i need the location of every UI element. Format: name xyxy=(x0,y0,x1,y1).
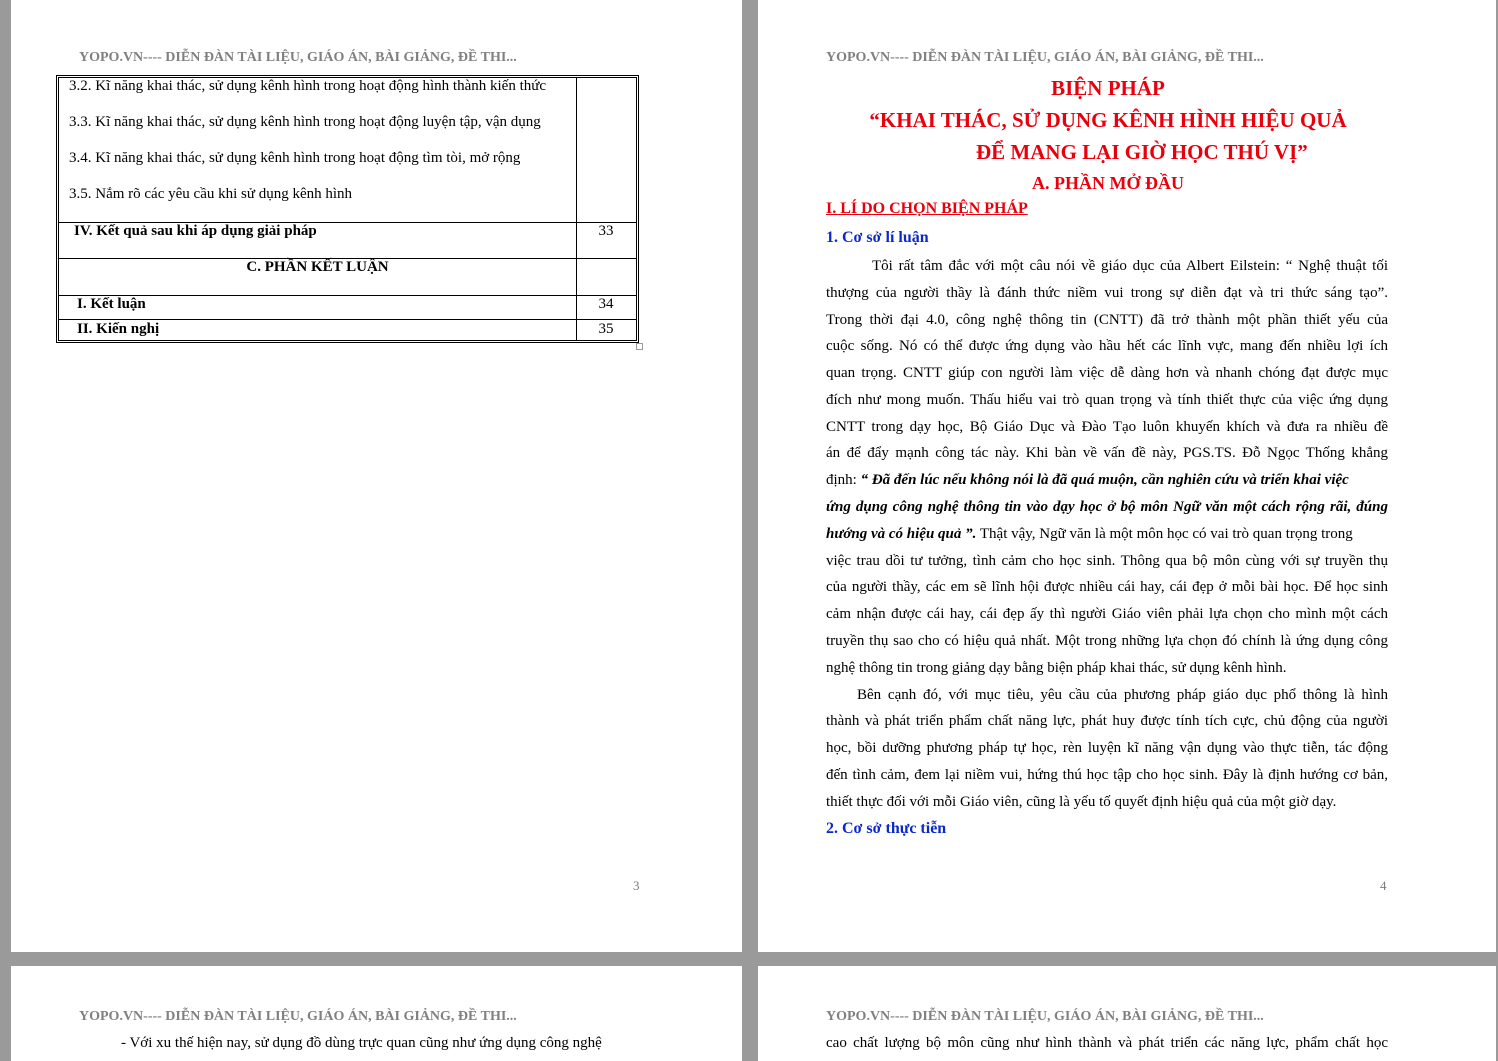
page-4 xyxy=(758,0,1496,952)
paragraph-line xyxy=(826,471,1349,489)
page-number: 3 xyxy=(633,878,640,893)
doc-title-1: BIỆN PHÁP xyxy=(1051,76,1165,100)
doc-title-3: ĐỂ MANG LẠI GIỜ HỌC THÚ VỊ” xyxy=(976,140,1308,164)
paragraph-line: thượng của người thầy là đánh thức niềm vui trong sự diễn đạt và tri thức sáng tạo”. xyxy=(826,285,1388,301)
subsection-1-heading: 1. Cơ sở lí luận xyxy=(826,229,929,246)
paragraph-line: cao chất lượng bộ môn cũng như hình thành và phát triển các năng lực, phẩm chất học xyxy=(826,1035,1388,1051)
page-3 xyxy=(11,0,742,952)
page-header: YOPO.VN---- DIỄN ĐÀN TÀI LIỆU, GIÁO ÁN, BÀI GIẢNG, ĐỀ THI... xyxy=(826,50,1264,65)
toc-item[interactable]: 3.5. Nắm rõ các yêu cầu khi sử dụng kênh hình xyxy=(69,186,353,202)
paragraph-line: thiết thực đối với mỗi Giáo viên, cũng là yếu tố quyết định hiệu quả của một giờ dạy. xyxy=(826,794,1337,810)
paragraph-line: CNTT trong dạy học, Bộ Giáo Dục và Đào Tạo luôn khuyến khích và đưa ra nhiều đề xyxy=(826,419,1388,435)
toc-item-results[interactable]: IV. Kết quả sau khi áp dụng giải pháp xyxy=(74,223,317,239)
paragraph-line: của người thầy, các em sẽ lĩnh hội được nhiều cái hay, cái đẹp ở mỗi bài học. Để học sinh xyxy=(826,579,1388,595)
paragraph-line: thành và phát triển phẩm chất năng lực, phát huy được tính tích cực, chủ động của người xyxy=(826,713,1388,729)
paragraph-line: học, bồi dưỡng phương pháp tự học, rèn luyện kĩ năng vận dụng vào thực tiễn, tác động xyxy=(826,740,1388,756)
quote-text: ứng dụng công nghệ thông tin vào dạy học ở bộ môn Ngữ văn một cách rộng rãi, đúng xyxy=(826,499,1388,515)
page-number: 4 xyxy=(1380,878,1387,893)
paragraph-line: đến tình cảm, đem lại niềm vui, hứng thú học tập cho học sinh. Đây là định hướng cơ bản, xyxy=(826,767,1388,783)
paragraph-line: đích như mong muốn. Thấu hiểu vai trò quan trọng và tính thiết thực của việc ứng dụng xyxy=(826,392,1388,408)
paragraph-line: truyền thụ sao cho có hiệu quả nhất. Một trong những lựa chọn đó chính là ứng dụng công xyxy=(826,633,1388,649)
paragraph-line: việc trau dồi tư tưởng, tình cảm cho học sinh. Thông qua bộ môn cùng với sự truyền thụ xyxy=(826,553,1388,569)
toc-page-number: 35 xyxy=(598,321,614,337)
quote-text: hướng và có hiệu quả ”. xyxy=(826,526,977,542)
subsection-2-heading: 2. Cơ sở thực tiễn xyxy=(826,820,947,837)
quote-follow: Thật vậy, Ngữ văn là một môn học có vai trò quan trọng trong xyxy=(976,526,1353,542)
toc-page-number: 33 xyxy=(598,223,614,239)
toc-item[interactable]: 3.4. Kĩ năng khai thác, sử dụng kênh hình trong hoạt động tìm tòi, mở rộng xyxy=(69,150,521,166)
part-a-heading: A. PHẦN MỞ ĐẦU xyxy=(1032,173,1184,193)
page-5 xyxy=(11,966,742,1061)
table-of-contents xyxy=(56,75,639,343)
toc-item[interactable]: 3.2. Kĩ năng khai thác, sử dụng kênh hình trong hoạt động hình thành kiến thức xyxy=(69,78,547,94)
paragraph-line: án để đẩy mạnh công tác này. Khi bàn về vấn đề này, PGS.TS. Đỗ Ngọc Thống khẳng xyxy=(826,445,1388,461)
paragraph-line xyxy=(826,525,1353,543)
paragraph-line: - Với xu thế hiện nay, sử dụng đồ dùng trực quan cũng như ứng dụng công nghệ xyxy=(121,1035,602,1051)
section-i-heading: I. LÍ DO CHỌN BIỆN PHÁP xyxy=(826,200,1028,217)
paragraph-line: quan trọng. CNTT giúp con người làm việc dễ dàng hơn và nhanh chóng đạt được mục xyxy=(826,365,1388,381)
quote-text: “ Đã đến lúc nếu không nói là đã quá muộn, cần nghiên cứu và triển khai việc xyxy=(860,472,1349,488)
page-header: YOPO.VN---- DIỄN ĐÀN TÀI LIỆU, GIÁO ÁN, BÀI GIẢNG, ĐỀ THI... xyxy=(79,1009,517,1024)
quote-lead: định: xyxy=(826,472,861,488)
paragraph-line: Trong thời đại 4.0, công nghệ thông tin (CNTT) đã trở thành một phần thiết yếu của xyxy=(826,312,1388,328)
page-header: YOPO.VN---- DIỄN ĐÀN TÀI LIỆU, GIÁO ÁN, BÀI GIẢNG, ĐỀ THI... xyxy=(79,50,517,65)
doc-title-2: “KHAI THÁC, SỬ DỤNG KÊNH HÌNH HIỆU QUẢ xyxy=(869,108,1347,132)
toc-page-number: 34 xyxy=(598,296,614,312)
toc-item-recommend[interactable]: II. Kiến nghị xyxy=(77,321,160,337)
paragraph-line: Tôi rất tâm đắc với một câu nói về giáo dục của Albert Eilstein: “ Nghệ thuật tối xyxy=(872,258,1388,274)
page-header: YOPO.VN---- DIỄN ĐÀN TÀI LIỆU, GIÁO ÁN, BÀI GIẢNG, ĐỀ THI... xyxy=(826,1009,1264,1024)
toc-item[interactable]: 3.3. Kĩ năng khai thác, sử dụng kênh hình trong hoạt động luyện tập, vận dụng xyxy=(69,114,541,130)
toc-part-c[interactable]: C. PHẦN KẾT LUẬN xyxy=(246,259,389,275)
paragraph-line: nghệ thông tin trong giảng dạy bằng biện pháp khai thác, sử dụng kênh hình. xyxy=(826,660,1287,676)
paragraph-line: Bên cạnh đó, với mục tiêu, yêu cầu của phương pháp giáo dục phổ thông là hình xyxy=(857,687,1388,703)
paragraph-line: cuộc sống. Nó có thể được ứng dụng vào hầu hết các lĩnh vực, mang đến nhiều lợi ích xyxy=(826,338,1388,354)
page-6 xyxy=(758,966,1496,1061)
paragraph-line: cảm nhận được cái hay, cái đẹp ấy thì người Giáo viên phải lựa chọn cho mình một cách xyxy=(826,606,1388,622)
table-resize-handle[interactable] xyxy=(636,343,643,350)
row-divider xyxy=(59,319,636,320)
toc-item-conclusion[interactable]: I. Kết luận xyxy=(77,296,146,312)
